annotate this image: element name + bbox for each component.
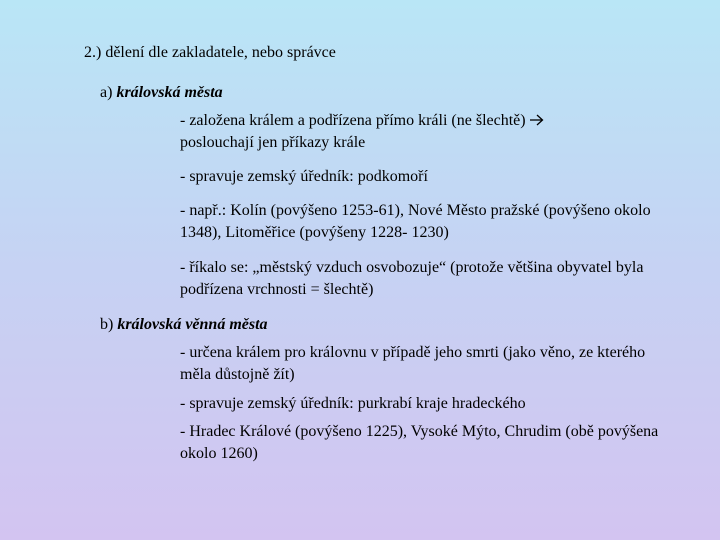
page-heading: 2.) dělení dle zakladatele, nebo správce: [84, 44, 336, 61]
section-a-name: královská města: [116, 84, 223, 101]
section-a-item-4: - říkalo se: „městský vzduch osvobozuje“ (protože většina obyvatel byla podřízena vrchnosti = šlechtě): [180, 259, 644, 298]
right-arrow-icon: [530, 114, 544, 126]
section-b-item-1: - určena králem pro královnu v případě jeho smrti (jako věno, ze kterého měla důstojně žít): [180, 344, 646, 383]
section-b-letter: b): [100, 316, 118, 333]
section-a-item-1-text: - založena králem a podřízena přímo králi (ne šlechtě): [180, 112, 530, 129]
section-a-item-3: - např.: Kolín (povýšeno 1253-61), Nové Město pražské (povýšeno okolo 1348), Litoměřice (povýšeny 1228- 1230): [180, 202, 651, 241]
section-b-item-3: - Hradec Králové (povýšeno 1225), Vysoké Mýto, Chrudim (obě povýšena okolo 1260): [180, 423, 659, 462]
section-b-item-2: - spravuje zemský úředník: purkrabí kraje hradeckého: [180, 395, 526, 412]
section-a-item-1-text2: poslouchají jen příkazy krále: [180, 134, 366, 151]
section-a-item-1: [180, 110, 680, 154]
section-b-name: královská věnná města: [117, 316, 268, 333]
section-b-title: [100, 314, 268, 336]
section-a-item-2: - spravuje zemský úředník: podkomoří: [180, 168, 428, 185]
section-a-title: [100, 82, 223, 104]
section-a-letter: a): [100, 84, 117, 101]
